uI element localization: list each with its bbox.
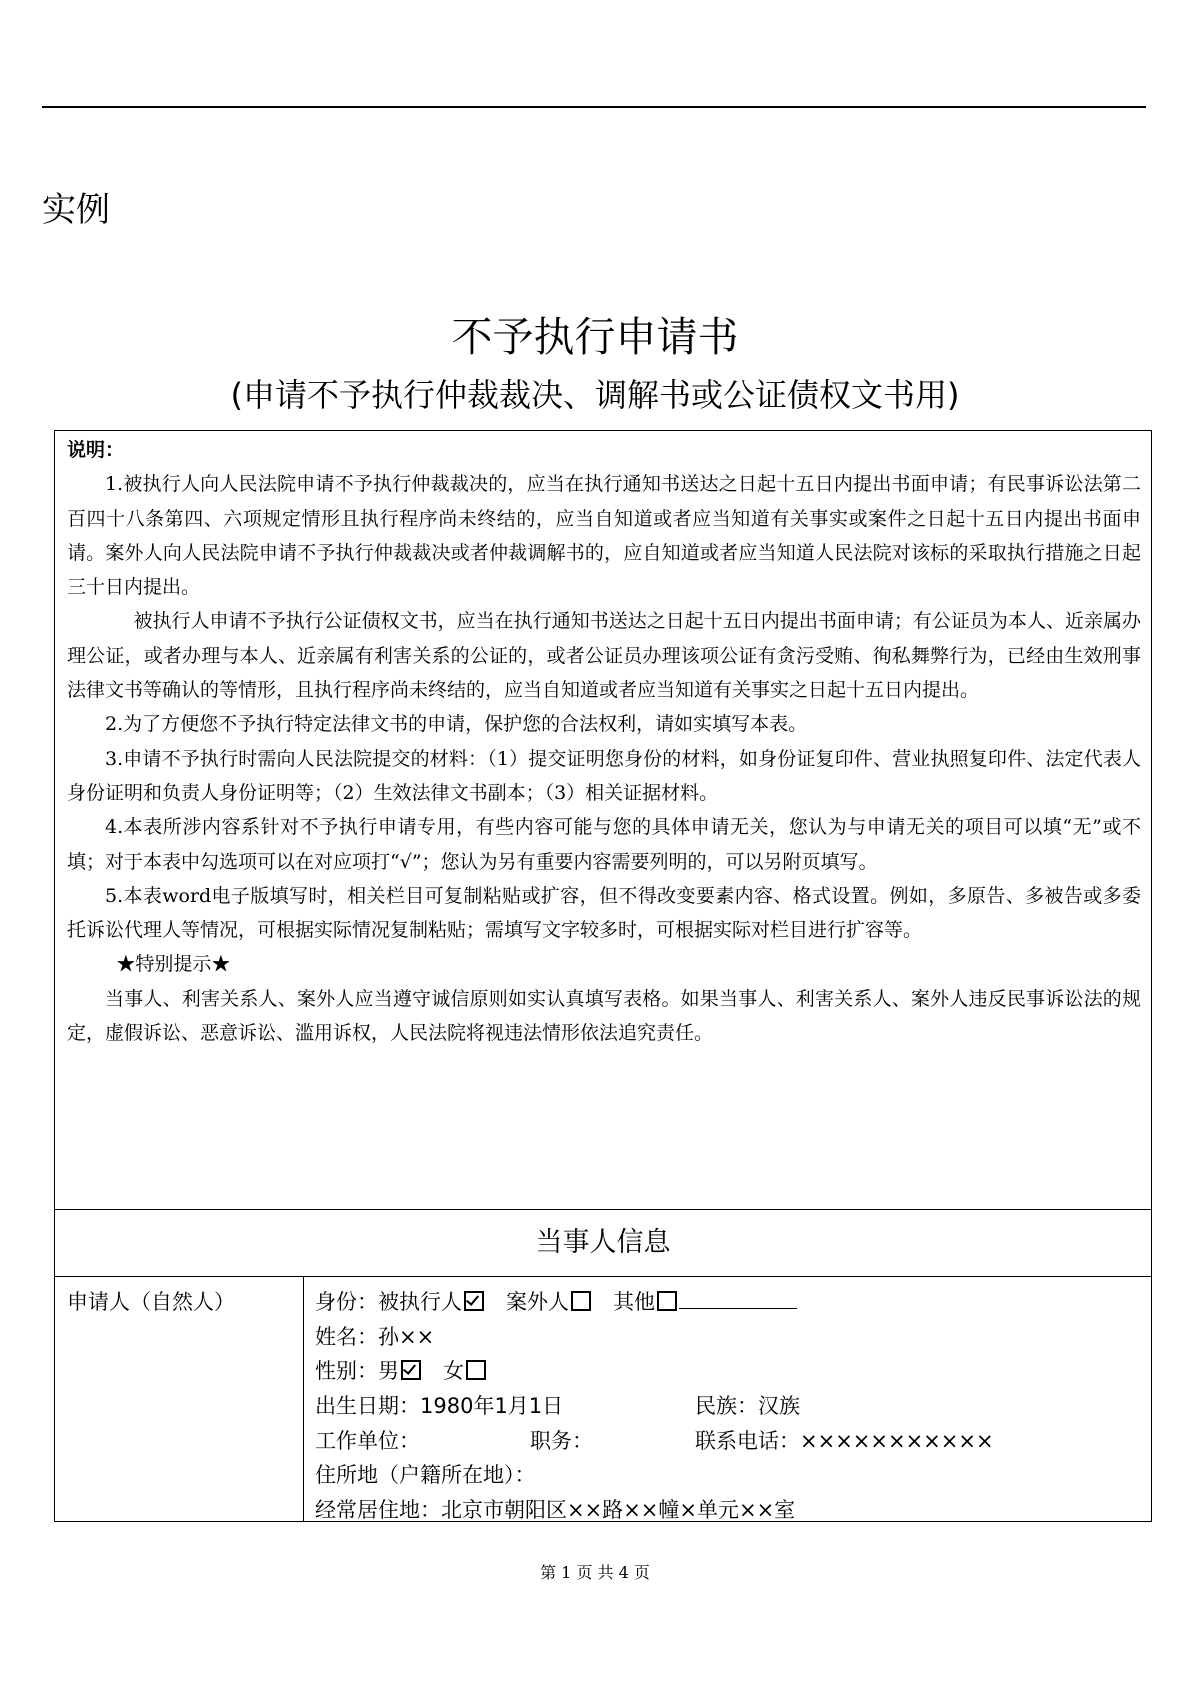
domicile-line xyxy=(315,1458,797,1493)
post-label: 职务： xyxy=(530,1428,593,1453)
special-notice-heading: ★特别提示★ xyxy=(116,953,231,976)
gender-female-checkbox[interactable] xyxy=(466,1360,486,1380)
work-label: 工作单位： xyxy=(315,1428,420,1453)
identity-outsider-checkbox[interactable] xyxy=(571,1291,591,1311)
top-rule xyxy=(42,106,1146,108)
birth-ethnic-line xyxy=(315,1389,800,1424)
identity-executed-person-checkbox[interactable] xyxy=(464,1291,484,1311)
page-number: 第 1 页 共 4 页 xyxy=(540,1563,650,1582)
applicant-info xyxy=(315,1285,994,1528)
special-notice-text: 当事人、利害关系人、案外人应当遵守诚信原则如实认真填写表格。如果当事人、利害关系人、案外人违反民事诉讼法的规定，虚假诉讼、恶意诉讼、滥用诉权，人民法院将视违法情形依法追究责任。 xyxy=(67,987,1141,1045)
ethnic-label: 民族： xyxy=(695,1394,758,1419)
instruction-paragraph: 3.申请不予执行时需向人民法院提交的材料：（1）提交证明您身份的材料，如身份证复印件、营业执照复印件、法定代表人身份证明和负责人身份证明等；（2）生效法律文书副本；（3）相关证据材料。 xyxy=(67,747,1141,804)
instruction-paragraph: 4.本表所涉内容系针对不予执行申请专用，有些内容可能与您的具体申请无关，您认为与申请无关的项目可以填“无”或不填；对于本表中勾选项可以在对应项打“√”；您认为另有重要内容需要列明的，可以另附页填写。 xyxy=(67,816,1141,873)
instruction-paragraph: 1.被执行人向人民法院申请不予执行仲裁裁决的，应当在执行通知书送达之日起十五日内提出书面申请；有民事诉讼法第二百四十八条第四、六项规定情形且执行程序尚未终结的，应当自知道或者应当知道有关事实或案件之日起十五日内提出书面申请。案外人向人民法院申请不予执行仲裁裁决或者仲裁调解书的，应自知道或者应当知道人民法院对该标的采取执行措施之日起三十日内提出。 xyxy=(67,473,1141,599)
gender-option-label: 男 xyxy=(378,1359,399,1384)
identity-other-input[interactable] xyxy=(679,1288,797,1309)
identity-label: 身份： xyxy=(315,1290,378,1314)
work-line xyxy=(315,1424,994,1459)
gender-male-checkbox[interactable] xyxy=(401,1360,421,1380)
instruction-paragraph: 被执行人申请不予执行公证债权文书，应当在执行通知书送达之日起十五日内提出书面申请；有公证员为本人、近亲属办理公证，或者办理与本人、近亲属有利害关系的公证的，或者公证员办理该项公证有贪污受贿、徇私舞弊行为，已经由生效刑事法律文书等确认的等情形，且执行程序尚未终结的，应当自知道或者应当知道有关事实之日起十五日内提出。 xyxy=(67,610,1141,702)
identity-other-checkbox[interactable] xyxy=(657,1291,677,1311)
domicile-label: 住所地（户籍所在地）： xyxy=(315,1463,536,1488)
identity-option-label: 案外人 xyxy=(506,1290,570,1314)
name-line xyxy=(315,1320,797,1355)
applicant-row-label: 申请人（自然人） xyxy=(67,1290,235,1314)
instruction-paragraph: 5.本表word电子版填写时，相关栏目可复制粘贴或扩容，但不得改变要素内容、格式设置。例如，多原告、多被告或多委托诉讼代理人等情况，可根据实际情况复制粘贴；需填写文字较多时，可根据实际对栏目进行扩容等。 xyxy=(67,884,1141,942)
identity-line xyxy=(315,1285,797,1320)
phone-label: 联系电话： xyxy=(695,1428,800,1453)
residence-line xyxy=(315,1493,797,1528)
gender-line xyxy=(315,1354,797,1389)
residence-label: 经常居住地： xyxy=(315,1498,441,1523)
residence-value: 北京市朝阳区××路××幢×单元××室 xyxy=(441,1498,796,1523)
instructions-section xyxy=(67,433,1141,1050)
identity-option-label: 其他 xyxy=(613,1290,656,1314)
application-form xyxy=(54,430,1152,1522)
phone-value: ××××××××××× xyxy=(800,1428,994,1453)
name-label: 姓名： xyxy=(315,1324,378,1349)
divider xyxy=(55,1276,1151,1277)
birth-value: 1980年1月1日 xyxy=(420,1394,564,1419)
document-title: 不予执行申请书 xyxy=(451,313,739,361)
name-value: 孙×× xyxy=(378,1324,435,1349)
identity-option-label: 被执行人 xyxy=(378,1290,462,1314)
gender-label: 性别： xyxy=(315,1359,378,1384)
gender-option-label: 女 xyxy=(443,1359,465,1384)
column-divider xyxy=(303,1276,304,1521)
example-label: 实例 xyxy=(42,190,110,230)
phone-field xyxy=(695,1424,994,1459)
ethnic-value: 汉族 xyxy=(758,1394,800,1419)
instructions-heading: 说明： xyxy=(67,439,125,461)
party-info-title: 当事人信息 xyxy=(535,1227,671,1258)
birth-label: 出生日期： xyxy=(315,1394,420,1419)
instruction-paragraph: 2.为了方便您不予执行特定法律文书的申请，保护您的合法权利，请如实填写本表。 xyxy=(105,713,808,736)
document-subtitle: (申请不予执行仲裁裁决、调解书或公证债权文书用) xyxy=(230,376,960,414)
ethnic-field xyxy=(695,1389,800,1424)
